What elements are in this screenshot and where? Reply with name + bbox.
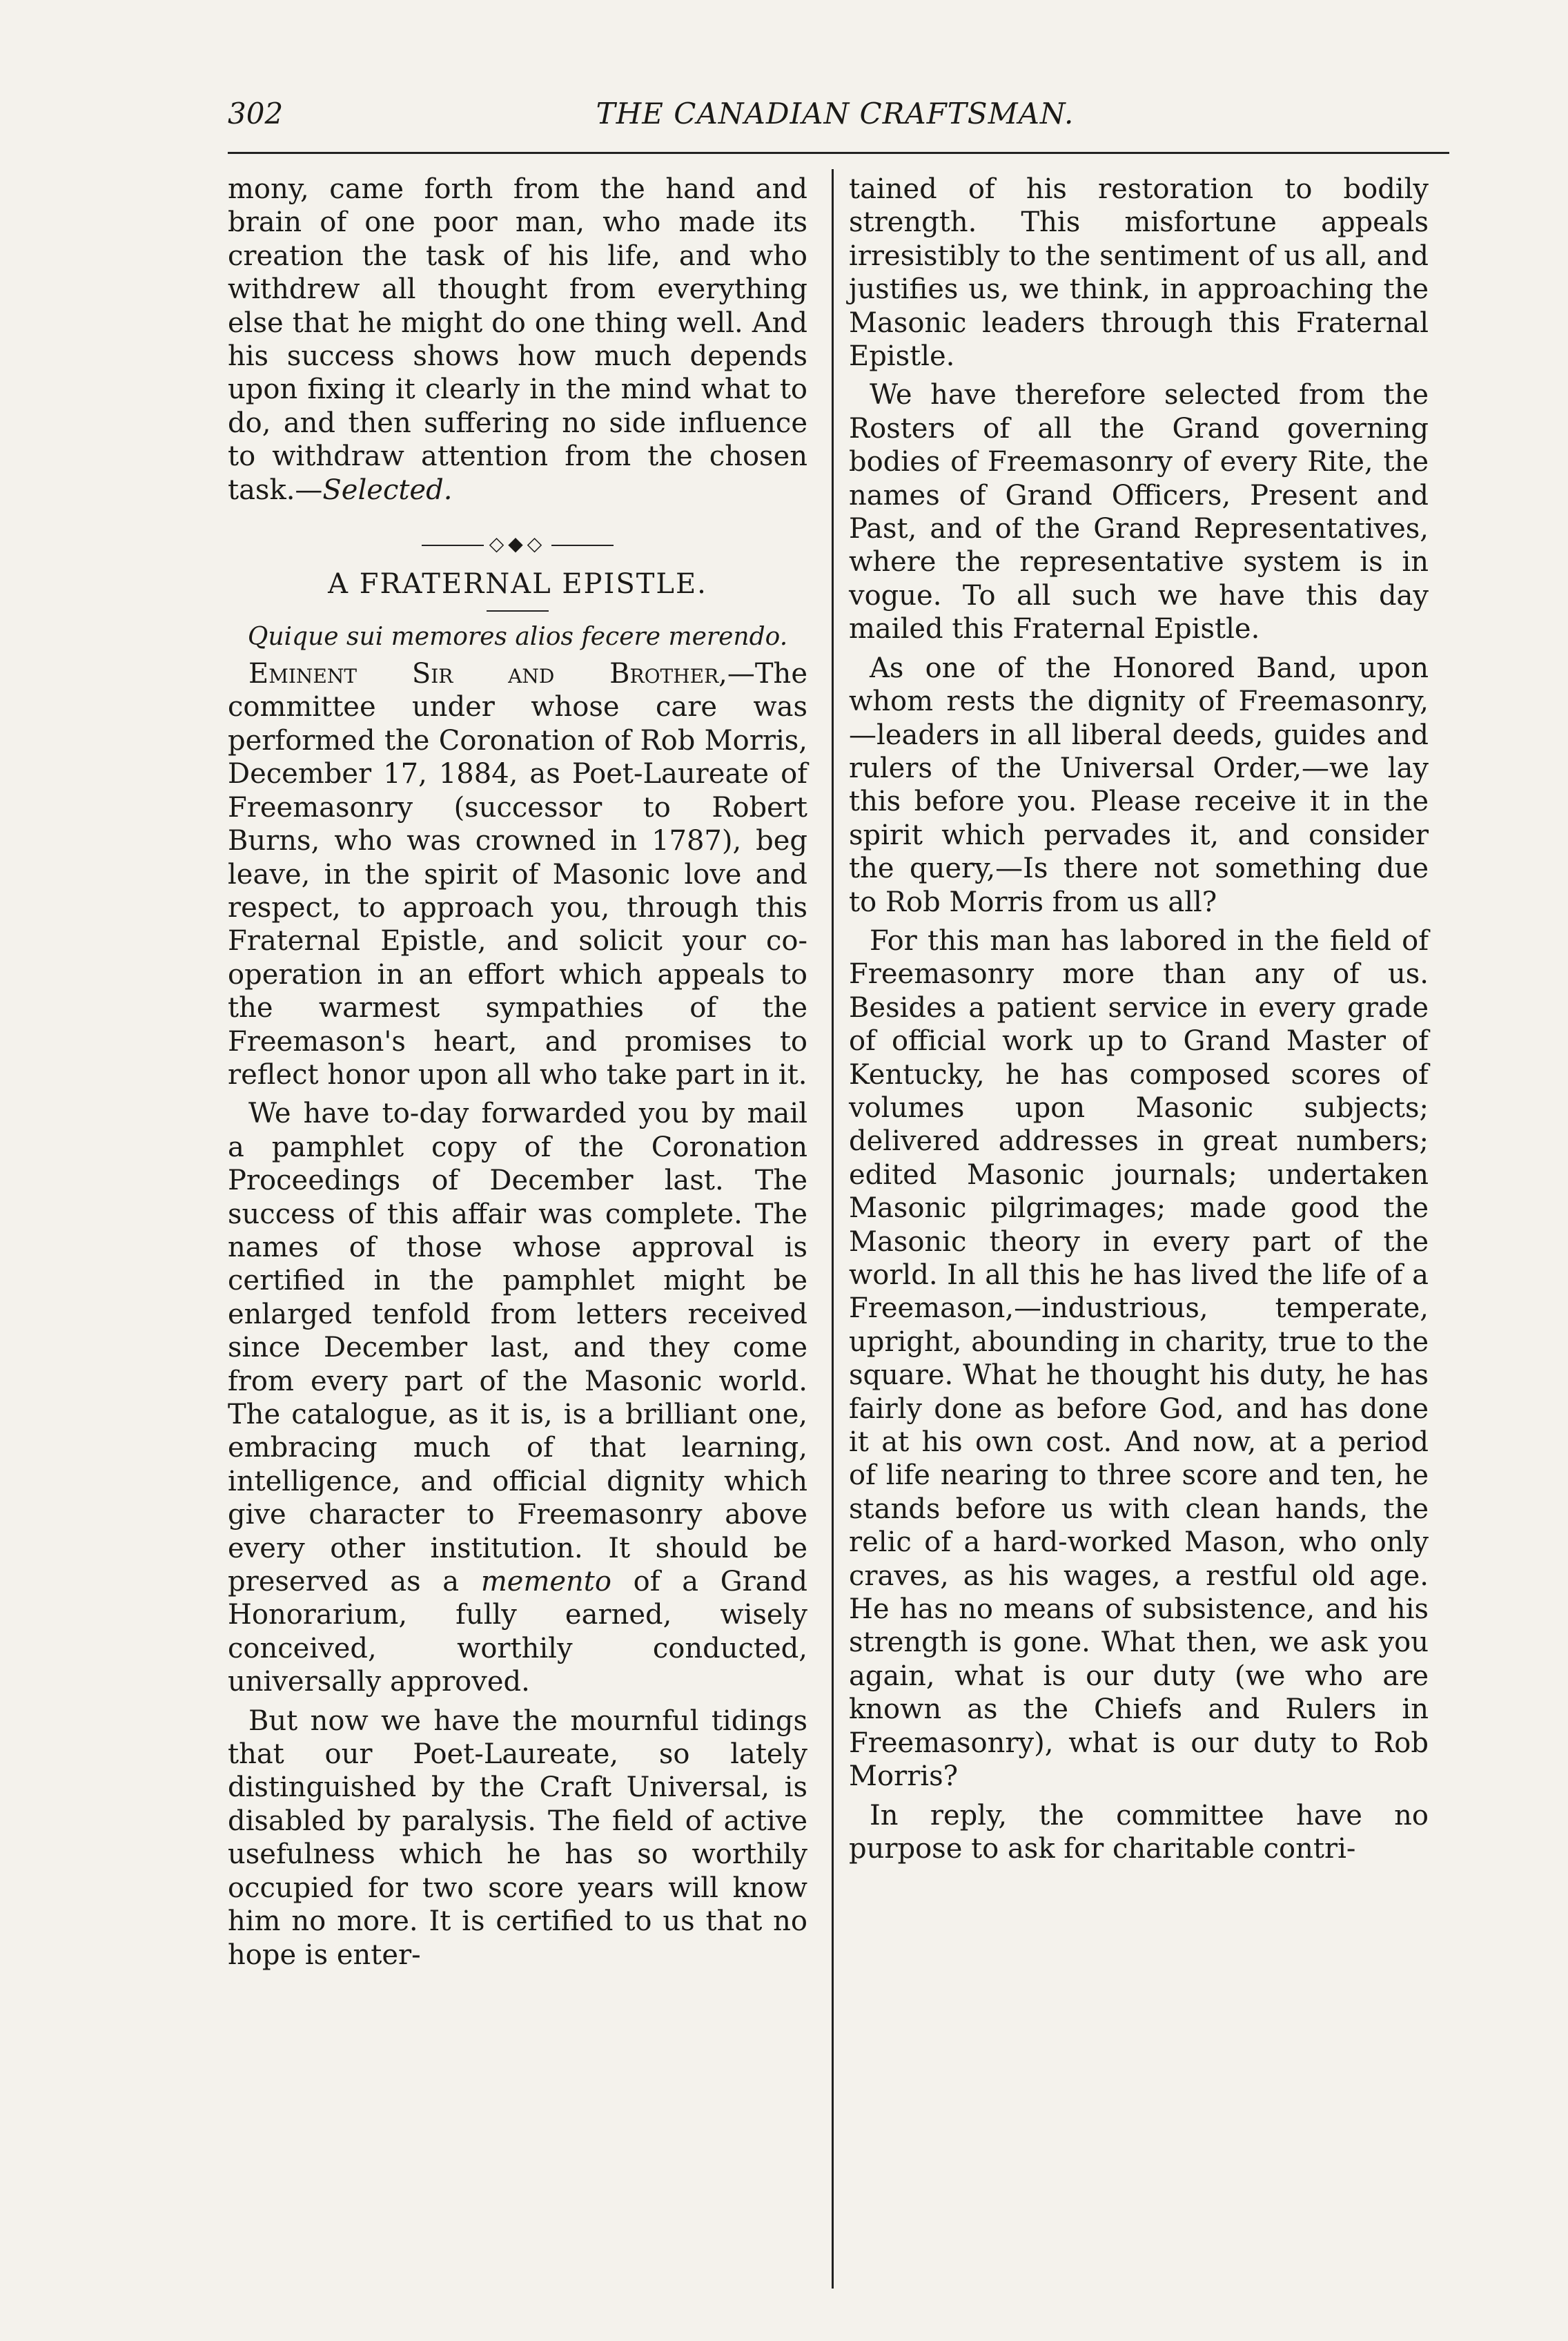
paragraph-continued: tained of his restoration to bodily strength. This misfortune appeals irresistibly to the sentiment of us all, and justifies us, we think, in approaching the Masonic leaders through this Fraternal Epistle.: [849, 173, 1429, 373]
running-title: THE CANADIAN CRAFTSMAN.: [596, 97, 1075, 130]
page-number: 302: [228, 97, 284, 130]
article-title: A FRATERNAL EPISTLE.: [328, 568, 707, 601]
paragraph-3: But now we have the mournful tidings that our Poet-Laureate, so lately distinguished by the Craft Universal, is disabled by paralysis. The field of active usefulness which he has so worthily occupied for two score years will know him no more. It is certified to us that no hope is enter-: [228, 1704, 807, 1971]
article-motto: Quique sui memores alios fecere merendo.: [247, 623, 788, 652]
intro-signature: Selected.: [322, 474, 453, 506]
paragraph-7: In reply, the committee have no purpose to ask for charitable contri-: [849, 1799, 1429, 1865]
left-column: [228, 173, 807, 1977]
salutation: Eminent Sir and Brother,: [248, 658, 727, 690]
memento-word: memento: [480, 1566, 611, 1598]
column-divider: [832, 169, 834, 2289]
title-rule: [487, 610, 549, 612]
page-header: [228, 97, 1442, 145]
paragraph-6: For this man has labored in the field of Freemasonry more than any of us. Besides a patient service in every grade of official work up to Grand Master of Kentucky, he has composed scores of volumes upon Masonic subjects; delivered addresses in great numbers; edited Masonic journals; undertaken Masonic pilgrimages; made good the Masonic theory in every part of the world. In all this he has lived the life of a Freemason,—industrious, temperate, upright, abounding in charity, true to the square. What he thought his duty, he has fairly done as before God, and has done it at his own cost. And now, at a period of life nearing to three score and ten, he stands before us with clean hands, the relic of a hard-worked Mason, who only craves, as his wages, a restful old age. He has no means of subsistence, and his strength is gone. What then, we ask you again, what is our duty (we who are known as the Chiefs and Rulers in Freemasonry), what is our duty to Rob Morris?: [849, 924, 1429, 1793]
section-ornament: ◇◆◇: [228, 530, 807, 558]
paragraph-1: Eminent Sir and Brother,—The committee under whose care was performed the Coronation of Rob Morris, December 17, 1884, as Poet-Laureate of Freemasonry (successor to Robert Burns, who was crowned in 1787), beg leave, in the spirit of Masonic love and respect, to approach you, through this Fraternal Epistle, and solicit your co-operation in an effort which appeals to the warmest sympathies of the Freemason's heart, and promises to reflect honor upon all who take part in it.: [228, 658, 807, 1091]
header-rule: [228, 152, 1449, 154]
paragraph-4: We have therefore selected from the Rosters of all the Grand governing bodies of Freemasonry of every Rite, the names of Grand Officers, Present and Past, and of the Grand Representatives, where the representative system is in vogue. To all such we have this day mailed this Fraternal Epistle.: [849, 379, 1429, 645]
paragraph-5: As one of the Honored Band, upon whom rests the dignity of Freemasonry,—leaders in all liberal deeds, guides and rulers of the Universal Order,—we lay this before you. Please receive it in the spirit which pervades it, and consider the query,—Is there not something due to Rob Morris from us all?: [849, 652, 1429, 918]
intro-paragraph: mony, came forth from the hand and brain of one poor man, who made its creation the task of his life, and who withdrew all thought from everything else that he might do one thing well. And his success shows how much depends upon fixing it clearly in the mind what to do, and then suffering no side influence to withdraw attention from the chosen task.—Selected.: [228, 173, 807, 506]
paragraph-2: We have to-day forwarded you by mail a pamphlet copy of the Coronation Proceedings of December last. The success of this affair was complete. The names of those whose approval is certified in the pamphlet might be enlarged tenfold from letters received since December last, and they come from every part of the Masonic world. The catalogue, as it is, is a brilliant one, embracing much of that learning, intelligence, and official dignity which give character to Freemasonry above every other institution. It should be preserved as a memento of a Grand Honorarium, fully earned, wisely conceived, worthily conducted, universally approved.: [228, 1098, 808, 1698]
right-column: [849, 173, 1429, 1871]
